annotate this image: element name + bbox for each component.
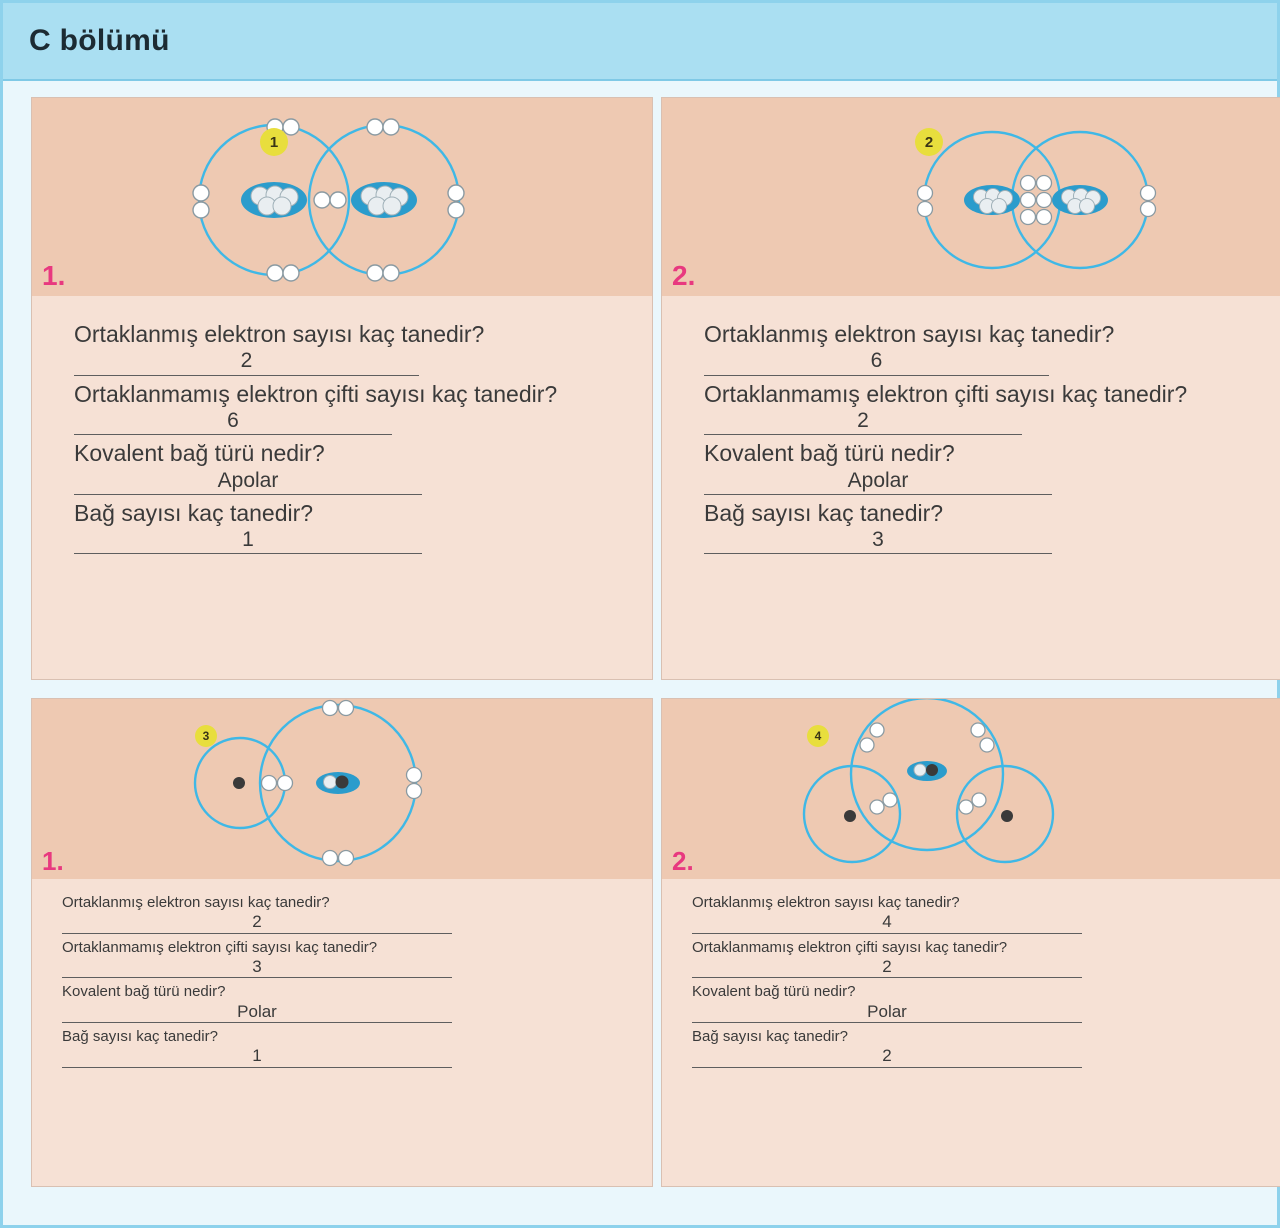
question-label: Ortaklanmış elektron sayısı kaç tanedir? <box>704 321 1115 347</box>
page-title: C bölümü <box>29 24 170 57</box>
question-label: Kovalent bağ türü nedir? <box>62 983 226 1001</box>
question-label: Ortaklanmamış elektron çifti sayısı kaç tanedir? <box>74 380 558 407</box>
qa-shared-electrons <box>62 893 622 934</box>
qa-bond-count <box>692 1027 1252 1068</box>
question-label: Kovalent bağ türü nedir? <box>692 983 856 1001</box>
molecule-figure-4 <box>662 699 1280 879</box>
figure-badge: 3 <box>195 725 217 747</box>
qa-lone-pairs <box>692 938 1252 979</box>
question-label: Ortaklanmış elektron sayısı kaç tanedir? <box>62 894 330 911</box>
qa-bond-count <box>62 1027 622 1068</box>
lewis-diagram-n2 <box>662 98 1280 296</box>
qa-bond-count <box>74 499 618 555</box>
answer-field[interactable]: Apolar <box>704 469 1052 495</box>
answer-field[interactable]: 4 <box>692 912 1082 934</box>
qa-lone-pairs <box>74 380 618 436</box>
question-label: Kovalent bağ türü nedir? <box>74 440 325 467</box>
figure-badge: 2 <box>915 128 943 156</box>
answer-field[interactable]: 2 <box>74 349 419 375</box>
question-label: Ortaklanmamış elektron çifti sayısı kaç tanedir? <box>62 938 378 956</box>
question-label: Ortaklanmamış elektron çifti sayısı kaç tanedir? <box>704 380 1188 407</box>
question-card-4 <box>661 698 1280 1187</box>
lewis-diagram-hcl <box>32 699 653 879</box>
question-number: 1. <box>42 846 64 876</box>
answer-field[interactable]: 2 <box>692 1046 1082 1068</box>
lewis-diagram-h2o <box>662 699 1280 879</box>
qa-bond-type <box>62 982 622 1023</box>
section-header <box>3 3 1277 81</box>
answer-field[interactable]: 3 <box>62 957 452 979</box>
question-label: Bağ sayısı kaç tanedir? <box>62 1028 218 1046</box>
answer-field[interactable]: Polar <box>692 1002 1082 1024</box>
answer-field[interactable]: Apolar <box>74 469 422 495</box>
question-card-2 <box>661 97 1280 680</box>
answer-field[interactable]: 2 <box>62 912 452 934</box>
answer-field[interactable]: 1 <box>74 528 422 554</box>
question-label: Ortaklanmış elektron sayısı kaç tanedir? <box>74 321 485 347</box>
qa-bond-type <box>692 982 1252 1023</box>
question-label: Bağ sayısı kaç tanedir? <box>692 1028 848 1046</box>
question-card-3 <box>31 698 653 1187</box>
question-label: Bağ sayısı kaç tanedir? <box>704 499 944 526</box>
question-number: 2. <box>672 846 694 876</box>
answer-field[interactable]: Polar <box>62 1002 452 1024</box>
qa-shared-electrons <box>704 320 1248 376</box>
answers-block-2 <box>662 296 1280 679</box>
question-card-1 <box>31 97 653 680</box>
qa-shared-electrons <box>692 893 1252 934</box>
figure-badge: 1 <box>260 128 288 156</box>
molecule-figure-1 <box>32 98 652 296</box>
qa-bond-type <box>74 439 618 495</box>
answer-field[interactable]: 2 <box>704 409 1022 435</box>
answers-block-4 <box>662 879 1280 1186</box>
questions-grid <box>3 81 1277 1203</box>
figure-badge: 4 <box>807 725 829 747</box>
answer-field[interactable]: 6 <box>74 409 392 435</box>
qa-bond-type <box>704 439 1248 495</box>
qa-shared-electrons <box>74 320 618 376</box>
answers-block-1 <box>32 296 652 679</box>
qa-lone-pairs <box>704 380 1248 436</box>
qa-lone-pairs <box>62 938 622 979</box>
answer-field[interactable]: 3 <box>704 528 1052 554</box>
question-label: Bağ sayısı kaç tanedir? <box>74 499 314 526</box>
question-label: Ortaklanmamış elektron çifti sayısı kaç tanedir? <box>692 938 1008 956</box>
answer-field[interactable]: 6 <box>704 349 1049 375</box>
answer-field[interactable]: 2 <box>692 957 1082 979</box>
question-label: Ortaklanmış elektron sayısı kaç tanedir? <box>692 894 960 911</box>
question-number: 1. <box>42 260 66 291</box>
lewis-diagram-o2 <box>32 98 653 296</box>
question-number: 2. <box>672 260 696 291</box>
qa-bond-count <box>704 499 1248 555</box>
answers-block-3 <box>32 879 652 1186</box>
answer-field[interactable]: 1 <box>62 1046 452 1068</box>
question-label: Kovalent bağ türü nedir? <box>704 440 955 467</box>
molecule-figure-3 <box>32 699 652 879</box>
molecule-figure-2 <box>662 98 1280 296</box>
